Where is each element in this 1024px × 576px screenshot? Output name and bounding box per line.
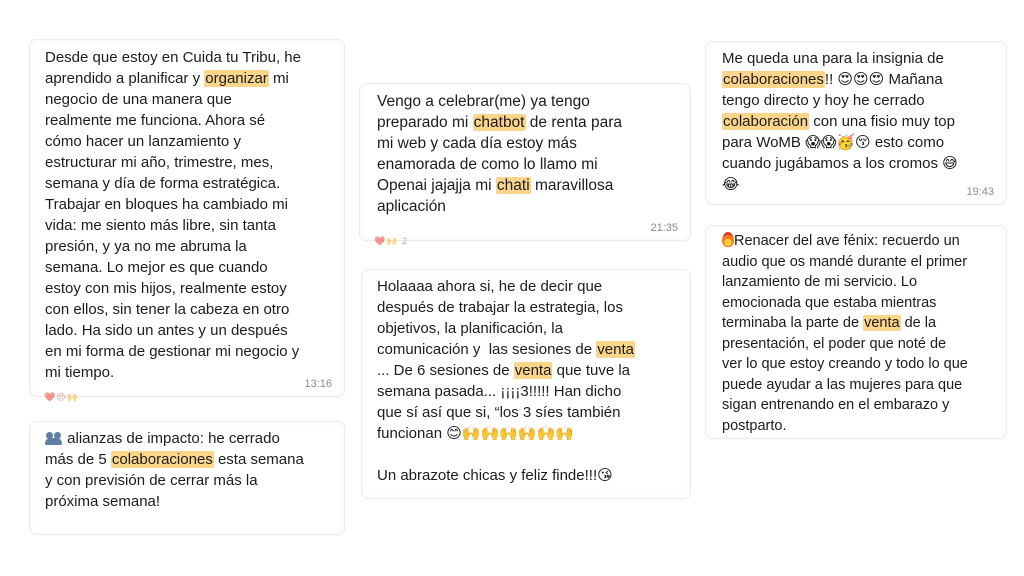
message-text-segment: de renta para mi web y cada día estoy más enamorada de como lo llamo mi Openai jajajja mi (377, 114, 623, 194)
message-text-segment: !! 😍😍😍 Mañana tengo directo y hoy he cerrado (722, 71, 943, 109)
highlighted-keyword: colaboraciones (723, 71, 824, 88)
message-timestamp: 21:35 (650, 222, 678, 234)
message-text-segment: Vengo a celebrar(me) ya tengo preparado mi (377, 93, 590, 131)
highlighted-keyword: colaboraciones (111, 451, 213, 468)
message-bubble-cuida-tu-tribu (30, 40, 344, 402)
message-text (45, 47, 301, 383)
message-timestamp: 13:16 (304, 378, 332, 390)
highlighted-keyword: venta (514, 362, 552, 379)
message-reactions: ❤️🙌 2 (374, 236, 408, 246)
message-text-segment: Me queda una para la insignia de (722, 50, 944, 67)
message-text-segment: con una fisio muy top para WoMB 😱😱🥳😚 esto como cuando jugábamos a los cromos 😅 😂 (722, 113, 958, 193)
group-icon (45, 432, 63, 444)
message-text-segment: mi negocio de una manera que realmente me funciona. Ahora sé cómo hacer un lanzamiento y estructurar mi año, trimestre, mes, semana y día de forma estratégica. Trabajar en bloques ha cambiado mi vida: me siento más libre, sin tanta presión, y ya no me abruma la semana. Lo mejor es que cuando estoy con mis hijos, realmente estoy con ellos, sin tener la cabeza en otro lado. Ha sido un antes y un después en mi forma de gestionar mi negocio y mi tiempo. (45, 70, 300, 381)
fire-icon (722, 232, 734, 247)
message-text (45, 428, 304, 512)
message-text (722, 231, 968, 436)
message-bubble-alianzas (30, 422, 344, 534)
highlighted-keyword: organizar (205, 70, 268, 87)
highlighted-keyword: chati (496, 177, 530, 194)
message-text-segment: que tuve la semana pasada... ¡¡¡¡3!!!!! Han dicho que sí así que si, “los 3 síes también funcionan 😊🙌🙌🙌🙌🙌🙌 Un abrazote chicas y feliz finde!!!😘 (377, 362, 631, 484)
message-text-segment: esta semana y con previsión de cerrar más la próxima semana! (45, 451, 304, 510)
message-text-segment: maravillosa aplicación (377, 177, 614, 215)
highlighted-keyword: venta (864, 315, 900, 331)
message-bubble-ave-fenix (706, 226, 1006, 438)
message-bubble-chatbot (360, 84, 690, 246)
message-text-segment: Desde que estoy en Cuida tu Tribu, he aprendido a planificar y (45, 49, 301, 87)
highlighted-keyword: venta (597, 341, 634, 358)
message-bubble-colaboraciones (706, 42, 1006, 204)
message-text (377, 276, 635, 486)
message-text-segment: Holaaaa ahora si, he de decir que después de trabajar la estrategia, los objetivos, la planificación, la comunicación y las sesiones de (377, 278, 623, 358)
message-reactions: ❤️😍🙌 (44, 392, 79, 402)
message-timestamp: 19:43 (966, 186, 994, 198)
message-text-segment: ... De 6 sesiones de (377, 362, 510, 379)
message-text (377, 91, 622, 217)
message-text (722, 48, 958, 195)
highlighted-keyword: colaboración (723, 113, 809, 130)
message-text-segment: de la presentación, el poder que noté de ver lo que estoy creando y todo lo que puede ayudar a las mujeres para que sigan entrenando en el embarazo y postparto. (722, 315, 968, 434)
message-bubble-ventas (362, 270, 690, 498)
message-text-segment: Renacer del ave fénix: recuerdo un audio que os mandé durante el primer lanzamiento de mi servicio. Lo emocionada que estaba mientras terminaba la parte de (722, 233, 968, 331)
message-text-segment: alianzas de impacto: he cerrado más de 5 (45, 430, 280, 468)
highlighted-keyword: chatbot (473, 114, 525, 131)
